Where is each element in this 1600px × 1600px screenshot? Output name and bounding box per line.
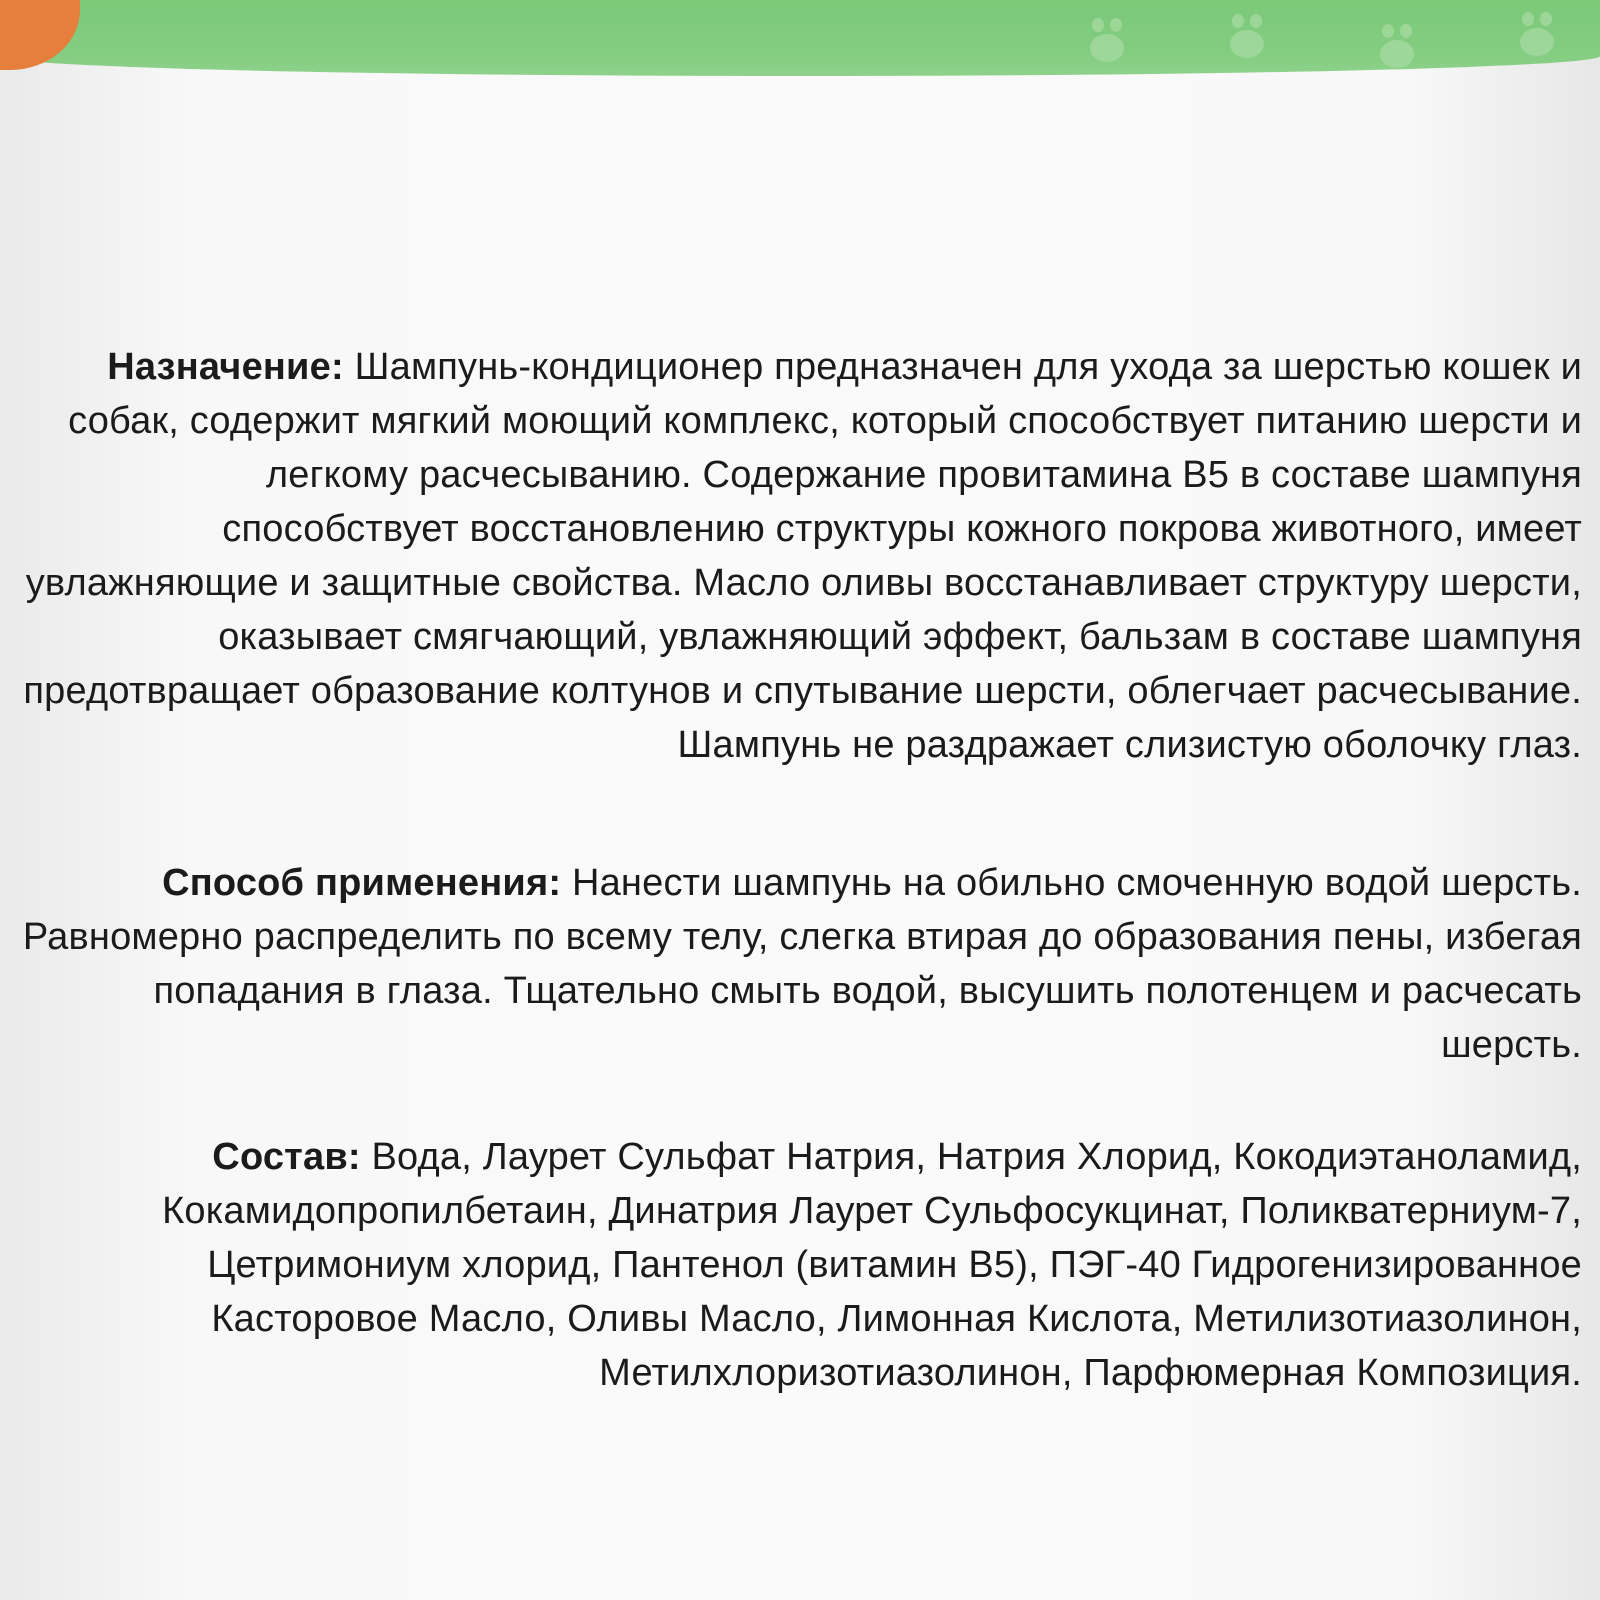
green-top-band bbox=[0, 0, 1600, 76]
composition-section bbox=[20, 1130, 1582, 1400]
paw-print-icon bbox=[1380, 40, 1414, 68]
usage-section bbox=[20, 856, 1582, 1072]
usage-label: Способ применения: bbox=[162, 862, 562, 904]
usage-text: Нанести шампунь на обильно смоченную водой шерсть. Равномерно распределить по всему телу, слегка втирая до образования пены, избегая попадания в глаза. Тщательно смыть водой, высушить полотенцем и расчесать шерсть. bbox=[22, 862, 1582, 1066]
purpose-section bbox=[20, 340, 1582, 772]
paw-print-icon bbox=[1090, 34, 1124, 62]
composition-text: Вода, Лаурет Сульфат Натрия, Натрия Хлорид, Кокодиэтаноламид, Кокамидопропилбетаин, Динатрия Лаурет Сульфосукцинат, Поликватерниум-7, Цетримониум хлорид, Пантенол (витамин B5), ПЭГ-40 Гидрогенизированное Касторовое Масло, Оливы Масло, Лимонная Кислота, Метилизотиазолинон, Метилхлоризотиазолинон, Парфюмерная Композиция. bbox=[162, 1136, 1582, 1394]
paw-print-icon bbox=[1230, 30, 1264, 58]
purpose-label: Назначение: bbox=[107, 346, 344, 388]
paw-print-icon bbox=[1520, 28, 1554, 56]
composition-label: Состав: bbox=[212, 1136, 361, 1178]
purpose-text: Шампунь-кондиционер предназначен для ухода за шерстью кошек и собак, содержит мягкий моющий комплекс, который способствует питанию шерсти и легкому расчесыванию. Содержание провитамина B5 в составе шампуня способствует восстановлению структуры кожного покрова животного, имеет увлажняющие и защитные свойства. Масло оливы восстанавливает структуру шерсти, оказывает смягчающий, увлажняющий эффект, бальзам в составе шампуня предотвращает образование колтунов и спутывание шерсти, облегчает расчесывание. Шампунь не раздражает слизистую оболочку глаз. bbox=[23, 346, 1582, 766]
